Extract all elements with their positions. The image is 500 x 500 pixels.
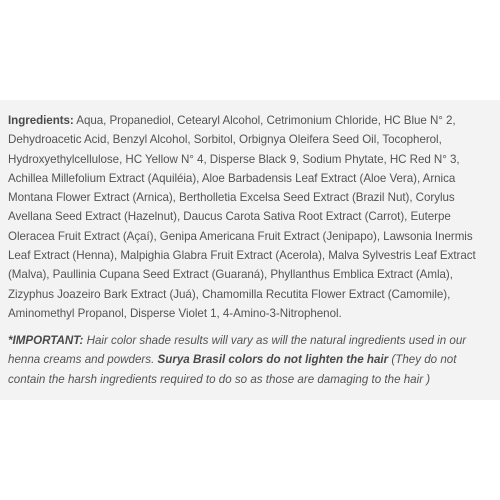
ingredients-text: Aqua, Propanediol, Cetearyl Alcohol, Cetrimonium Chloride, HC Blue N° 2, [73, 114, 456, 127]
ingredients-paragraph [8, 111, 494, 323]
ingredients-line: Achillea Millefolium Extract (Aquiléia), Aloe Barbadensis Leaf Extract (Aloe Vera), Arnica [8, 171, 456, 185]
ingredients-line: Dehydroacetic Acid, Benzyl Alcohol, Sorbitol, Orbignya Oleifera Seed Oil, Tocopherol, [8, 133, 442, 147]
note-line: contain the harsh ingredients required to do so as those are damaging to the hair ) [8, 372, 431, 386]
ingredients-line: Zizyphus Joazeiro Bark Extract (Juá), Chamomilla Recutita Flower Extract (Camomile), [8, 287, 451, 301]
important-label: *IMPORTANT: [8, 334, 84, 347]
ingredients-line: Leaf Extract (Henna), Malpighia Glabra Fruit Extract (Acerola), Malva Sylvestris Leaf Extract [8, 249, 476, 263]
note-text: (They do not [388, 353, 457, 367]
ingredients-line: Aminomethyl Propanol, Disperse Violet 1, 4-Amino-3-Nitrophenol. [8, 306, 342, 320]
ingredients-line [8, 111, 494, 130]
note-line [8, 350, 494, 369]
ingredients-line: Avellana Seed Extract (Hazelnut), Daucus Carota Sativa Root Extract (Carrot), Euterpe [8, 210, 451, 224]
ingredients-line: Montana Flower Extract (Arnica), Bertholletia Excelsa Seed Extract (Brazil Nut), Corylus [8, 191, 455, 205]
ingredients-line: Hydroxyethylcellulose, HC Yellow N° 4, Disperse Black 9, Sodium Phytate, HC Red N° 3, [8, 152, 460, 166]
note-text: henna creams and powders. [8, 353, 158, 367]
ingredients-line: (Malva), Paullinia Cupana Seed Extract (Guaraná), Phyllanthus Emblica Extract (Amla), [8, 268, 453, 282]
important-note [8, 331, 494, 389]
note-text: Hair color shade results will vary as will the natural ingredients used in our [83, 334, 467, 347]
note-line [8, 331, 494, 350]
note-emphasis: Surya Brasil colors do not lighten the hair [157, 353, 389, 367]
ingredients-line: Oleracea Fruit Extract (Açaí), Genipa Americana Fruit Extract (Jenipapo), Lawsonia Inermis [8, 229, 473, 243]
ingredients-label: Ingredients: [8, 114, 74, 127]
